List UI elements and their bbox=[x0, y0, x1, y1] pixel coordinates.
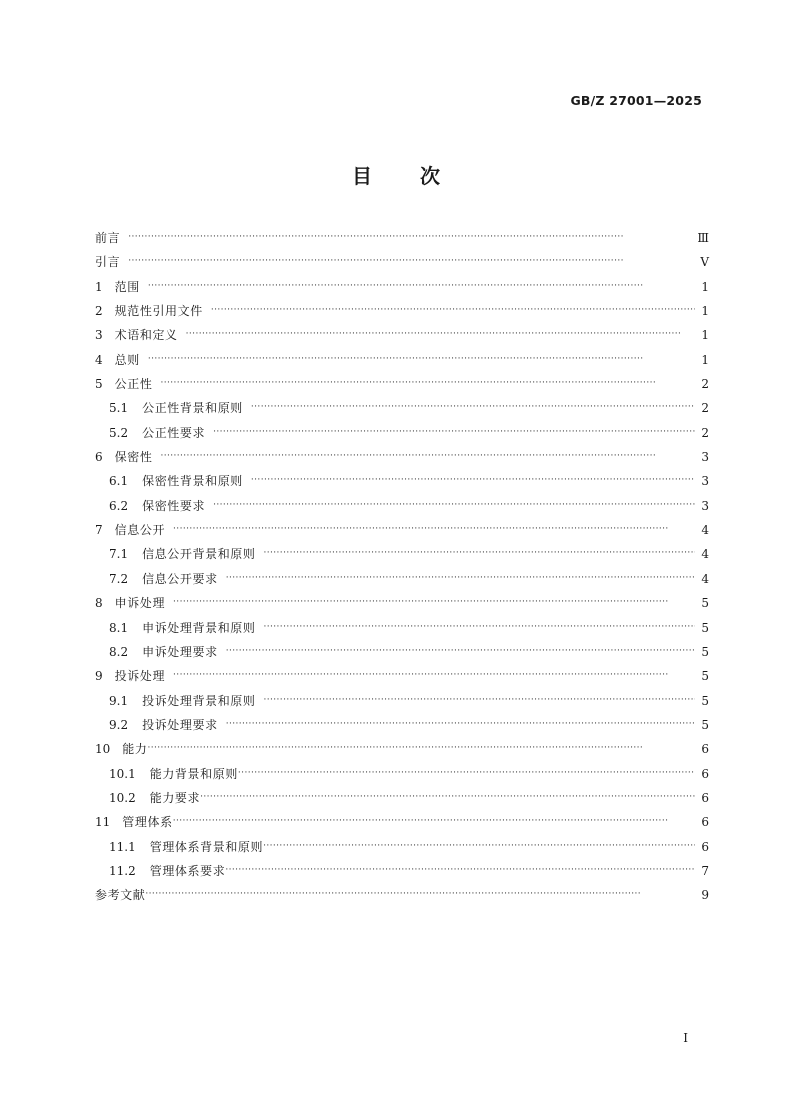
toc-entry[interactable] bbox=[95, 567, 709, 591]
toc-entry-label: 信息公开要求 bbox=[142, 571, 218, 586]
toc-entry-number: 11.1 bbox=[109, 839, 136, 854]
toc-entry-label: 术语和定义 bbox=[114, 328, 178, 343]
toc-entry-page: 6 bbox=[701, 815, 709, 830]
toc-entry-label: 公正性要求 bbox=[142, 425, 206, 440]
toc-entry[interactable] bbox=[95, 494, 709, 518]
dot-leader bbox=[128, 225, 693, 249]
toc-entry[interactable] bbox=[95, 396, 709, 420]
toc-entry[interactable] bbox=[95, 835, 709, 859]
dot-leader bbox=[264, 688, 696, 712]
dot-leader bbox=[173, 809, 695, 833]
toc-entry-page: 7 bbox=[701, 863, 709, 878]
toc-entry[interactable] bbox=[95, 713, 709, 737]
dot-leader bbox=[238, 761, 695, 785]
toc-entry-page: 4 bbox=[701, 571, 709, 586]
toc-entry-number: 10.2 bbox=[109, 790, 136, 805]
dot-leader bbox=[225, 858, 695, 882]
toc-entry-label: 能力背景和原则 bbox=[149, 766, 238, 781]
dot-leader bbox=[173, 663, 695, 687]
toc-entry-number: 9 bbox=[95, 669, 103, 684]
toc-entry-label: 申诉处理要求 bbox=[142, 644, 218, 659]
toc-entry-number: 11 bbox=[95, 815, 111, 830]
toc-entry-number: 5.2 bbox=[109, 425, 129, 440]
toc-entry-label: 能力 bbox=[122, 742, 148, 757]
toc-entry-number: 4 bbox=[95, 352, 103, 367]
toc-entry[interactable] bbox=[95, 786, 709, 810]
toc-entry-label: 公正性 bbox=[114, 377, 153, 392]
dot-leader bbox=[213, 493, 695, 517]
toc-entry-label: 引言 bbox=[95, 255, 121, 270]
toc-entry[interactable] bbox=[95, 542, 709, 566]
toc-entry-page: 6 bbox=[701, 742, 709, 757]
dot-leader bbox=[128, 249, 695, 273]
toc-entry-page: 5 bbox=[701, 669, 709, 684]
toc-entry-label: 保密性背景和原则 bbox=[142, 474, 243, 489]
toc-entry-label: 规范性引用文件 bbox=[114, 304, 203, 319]
toc-entry-label: 范围 bbox=[114, 279, 140, 294]
dot-leader bbox=[263, 834, 695, 858]
toc-entry[interactable] bbox=[95, 323, 709, 347]
toc-entry-number: 11.2 bbox=[109, 863, 136, 878]
toc-entry-label: 参考文献 bbox=[95, 888, 146, 903]
dot-leader bbox=[148, 347, 695, 371]
dot-leader bbox=[213, 420, 695, 444]
toc-entry-label: 投诉处理背景和原则 bbox=[142, 693, 256, 708]
toc-entry-page: 5 bbox=[701, 596, 709, 611]
toc-entry-page: 6 bbox=[701, 766, 709, 781]
toc-entry-number: 6.1 bbox=[109, 474, 129, 489]
toc-entry[interactable] bbox=[95, 421, 709, 445]
dot-leader bbox=[173, 517, 695, 541]
toc-entry-number: 8.1 bbox=[109, 620, 129, 635]
toc-entry-number: 2 bbox=[95, 304, 103, 319]
page-title bbox=[0, 160, 792, 189]
toc-entry-label: 总则 bbox=[114, 352, 140, 367]
dot-leader bbox=[160, 371, 695, 395]
toc-entry-label: 能力要求 bbox=[149, 790, 201, 805]
toc-entry[interactable] bbox=[95, 445, 709, 469]
dot-leader bbox=[147, 736, 695, 760]
toc-entry[interactable] bbox=[95, 810, 709, 834]
dot-leader bbox=[226, 639, 695, 663]
toc-entry-page: 5 bbox=[701, 717, 709, 732]
toc-entry[interactable] bbox=[95, 591, 709, 615]
dot-leader bbox=[251, 468, 695, 492]
toc-entry-label: 申诉处理背景和原则 bbox=[142, 620, 256, 635]
dot-leader bbox=[145, 882, 695, 906]
toc-entry-label: 保密性 bbox=[114, 450, 153, 465]
dot-leader bbox=[211, 298, 695, 322]
toc-entry-label: 前言 bbox=[95, 231, 121, 245]
toc-entry[interactable] bbox=[95, 859, 709, 883]
toc-entry[interactable] bbox=[95, 883, 709, 907]
toc-entry-number: 8.2 bbox=[109, 644, 129, 659]
toc-entry-number: 7 bbox=[95, 523, 103, 538]
toc-entry-number: 7.2 bbox=[109, 571, 129, 586]
title-char-2: 次 bbox=[420, 164, 440, 188]
toc-entry-page: 1 bbox=[701, 328, 709, 343]
toc-entry-number: 10.1 bbox=[109, 766, 136, 781]
dot-leader bbox=[264, 541, 696, 565]
toc-entry[interactable] bbox=[95, 250, 709, 274]
toc-entry-page: 6 bbox=[701, 790, 709, 805]
toc-entry-label: 信息公开 bbox=[114, 523, 166, 538]
toc-entry-label: 投诉处理要求 bbox=[142, 717, 218, 732]
toc-entry[interactable] bbox=[95, 762, 709, 786]
toc-entry-page: 1 bbox=[701, 304, 709, 319]
toc-entry-page: 2 bbox=[701, 377, 709, 392]
toc-entry-label: 管理体系要求 bbox=[149, 863, 226, 878]
dot-leader bbox=[148, 274, 695, 298]
toc-entry-label: 公正性背景和原则 bbox=[142, 401, 243, 416]
toc-entry[interactable] bbox=[95, 348, 709, 372]
title-char-1: 目 bbox=[352, 164, 372, 188]
toc-entry[interactable] bbox=[95, 469, 709, 493]
toc-entry-label: 管理体系 bbox=[122, 815, 173, 830]
toc-entry[interactable] bbox=[95, 275, 709, 299]
toc-entry[interactable] bbox=[95, 640, 709, 664]
toc-entry-number: 6.2 bbox=[109, 498, 129, 513]
toc-entry-number: 6 bbox=[95, 450, 103, 465]
toc-entry-number: 1 bbox=[95, 279, 103, 294]
toc-entry-label: 申诉处理 bbox=[114, 596, 166, 611]
toc-entry[interactable] bbox=[95, 616, 709, 640]
table-of-contents bbox=[95, 226, 709, 908]
toc-entry-page: 3 bbox=[701, 498, 709, 513]
dot-leader bbox=[264, 615, 696, 639]
toc-entry[interactable] bbox=[95, 737, 709, 761]
dot-leader bbox=[186, 322, 695, 346]
toc-entry-page: 6 bbox=[701, 839, 709, 854]
dot-leader bbox=[226, 712, 695, 736]
toc-entry-number: 3 bbox=[95, 328, 103, 343]
toc-entry-page: 5 bbox=[701, 693, 709, 708]
standard-number: GB/Z 27001—2025 bbox=[570, 93, 702, 108]
toc-entry-page: 3 bbox=[701, 474, 709, 489]
toc-entry-number: 8 bbox=[95, 596, 103, 611]
toc-entry-page: 5 bbox=[701, 620, 709, 635]
toc-entry[interactable] bbox=[95, 689, 709, 713]
page-number: I bbox=[683, 1031, 688, 1045]
toc-entry-page: 1 bbox=[701, 279, 709, 294]
toc-entry-label: 信息公开背景和原则 bbox=[142, 547, 256, 562]
toc-entry-page: 4 bbox=[701, 547, 709, 562]
toc-entry-number: 5 bbox=[95, 377, 103, 392]
toc-entry-page: 2 bbox=[701, 425, 709, 440]
toc-entry-label: 保密性要求 bbox=[142, 498, 206, 513]
toc-entry-label: 投诉处理 bbox=[114, 669, 166, 684]
dot-leader bbox=[226, 566, 695, 590]
toc-entry-page: 9 bbox=[701, 888, 709, 903]
dot-leader bbox=[251, 395, 695, 419]
dot-leader bbox=[160, 444, 695, 468]
toc-entry-page: 1 bbox=[701, 352, 709, 367]
toc-entry[interactable] bbox=[95, 372, 709, 396]
toc-entry-page: 3 bbox=[701, 450, 709, 465]
toc-entry-label: 管理体系背景和原则 bbox=[149, 839, 264, 854]
toc-entry[interactable] bbox=[95, 664, 709, 688]
toc-entry-page: 2 bbox=[701, 401, 709, 416]
toc-entry-number: 9.1 bbox=[109, 693, 129, 708]
toc-entry-page: Ⅲ bbox=[697, 231, 709, 245]
toc-entry-number: 9.2 bbox=[109, 717, 129, 732]
toc-entry-page: 5 bbox=[701, 644, 709, 659]
toc-entry[interactable] bbox=[95, 226, 709, 250]
toc-entry-number: 10 bbox=[95, 742, 111, 757]
toc-entry[interactable] bbox=[95, 518, 709, 542]
toc-entry-number: 7.1 bbox=[109, 547, 129, 562]
dot-leader bbox=[173, 590, 695, 614]
dot-leader bbox=[200, 785, 695, 809]
toc-entry[interactable] bbox=[95, 299, 709, 323]
toc-entry-number: 5.1 bbox=[109, 401, 129, 416]
toc-entry-page: Ⅴ bbox=[700, 255, 709, 270]
toc-entry-page: 4 bbox=[701, 523, 709, 538]
